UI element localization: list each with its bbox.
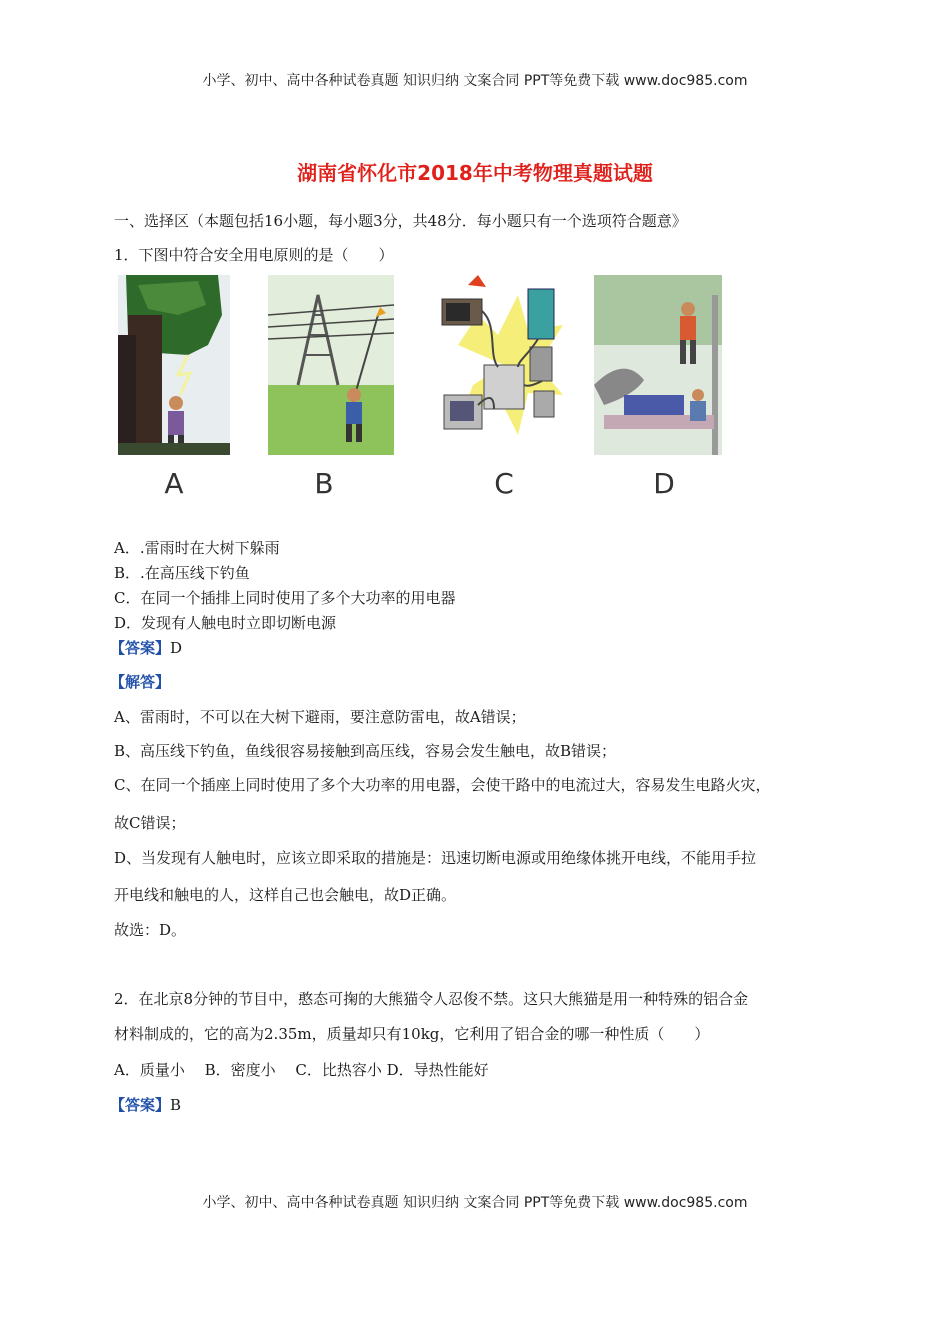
- page-footer: 小学、初中、高中各种试卷真题 知识归纳 文案合同 PPT等免费下载 www.doc985.com: [202, 1195, 748, 1211]
- figure-d-illustration: [594, 275, 722, 455]
- figure-a-illustration: [118, 275, 230, 455]
- q1-answer: [110, 637, 182, 658]
- q1-option-d: D．发现有人触电时立即切断电源: [114, 614, 337, 632]
- q2-options: A．质量小 B．密度小 C．比热容小 D．导热性能好: [114, 1061, 489, 1079]
- page-title: 湖南省怀化市2018年中考物理真题试题: [297, 161, 653, 185]
- figure-c-illustration: [438, 275, 570, 455]
- answer-tag: 【答案】: [110, 639, 171, 657]
- q1-analysis-line: B、高压线下钓鱼，鱼线很容易接触到高压线，容易会发生触电，故B错误；: [114, 742, 617, 760]
- figure-label-a: A: [164, 467, 184, 500]
- q1-option-c: C．在同一个插排上同时使用了多个大功率的用电器: [114, 589, 456, 607]
- q1-analysis-line: 故选：D。: [114, 921, 187, 939]
- figure-label-d: D: [653, 467, 675, 500]
- q1-stem: 1．下图中符合安全用电原则的是（ ）: [114, 246, 394, 264]
- q1-analysis-line: D、当发现有人触电时，应该立即采取的措施是：迅速切断电源或用绝缘体挑开电线，不能用手拉: [114, 849, 757, 867]
- q1-analysis-line: A、雷雨时，不可以在大树下避雨，要注意防雷电，故A错误；: [114, 708, 526, 726]
- answer-tag: 【答案】: [110, 1096, 171, 1114]
- q1-analysis-line: 开电线和触电的人，这样自己也会触电，故D正确。: [114, 886, 457, 904]
- q1-option-a: A．.雷雨时在大树下躲雨: [114, 539, 280, 557]
- page-header: 小学、初中、高中各种试卷真题 知识归纳 文案合同 PPT等免费下载 www.doc985.com: [202, 73, 748, 89]
- answer-value: B: [170, 1096, 182, 1114]
- figure-label-b: B: [314, 467, 334, 500]
- q2-stem-line2: 材料制成的，它的高为2.35m，质量却只有10kg，它利用了铝合金的哪一种性质（ ）: [114, 1025, 710, 1043]
- section-heading: 一、选择区（本题包括16小题，每小题3分，共48分．每小题只有一个选项符合题意》: [114, 212, 687, 230]
- answer-value: D: [170, 639, 183, 657]
- figure-label-c: C: [494, 467, 514, 500]
- q2-stem-line1: 2．在北京8分钟的节目中，憨态可掬的大熊猫令人忍俊不禁。这只大熊猫是用一种特殊的铝合金: [114, 990, 749, 1008]
- figure-b-illustration: [268, 275, 394, 455]
- q2-answer: [110, 1094, 181, 1115]
- q1-analysis-line: C、在同一个插座上同时使用了多个大功率的用电器，会使干路中的电流过大，容易发生电路火灾，: [114, 776, 771, 794]
- q1-analysis-tag: 【解答】: [110, 673, 171, 691]
- q1-analysis-line: 故C错误；: [114, 814, 186, 832]
- q1-figure: [118, 275, 718, 505]
- q1-option-b: B．.在高压线下钓鱼: [114, 564, 250, 582]
